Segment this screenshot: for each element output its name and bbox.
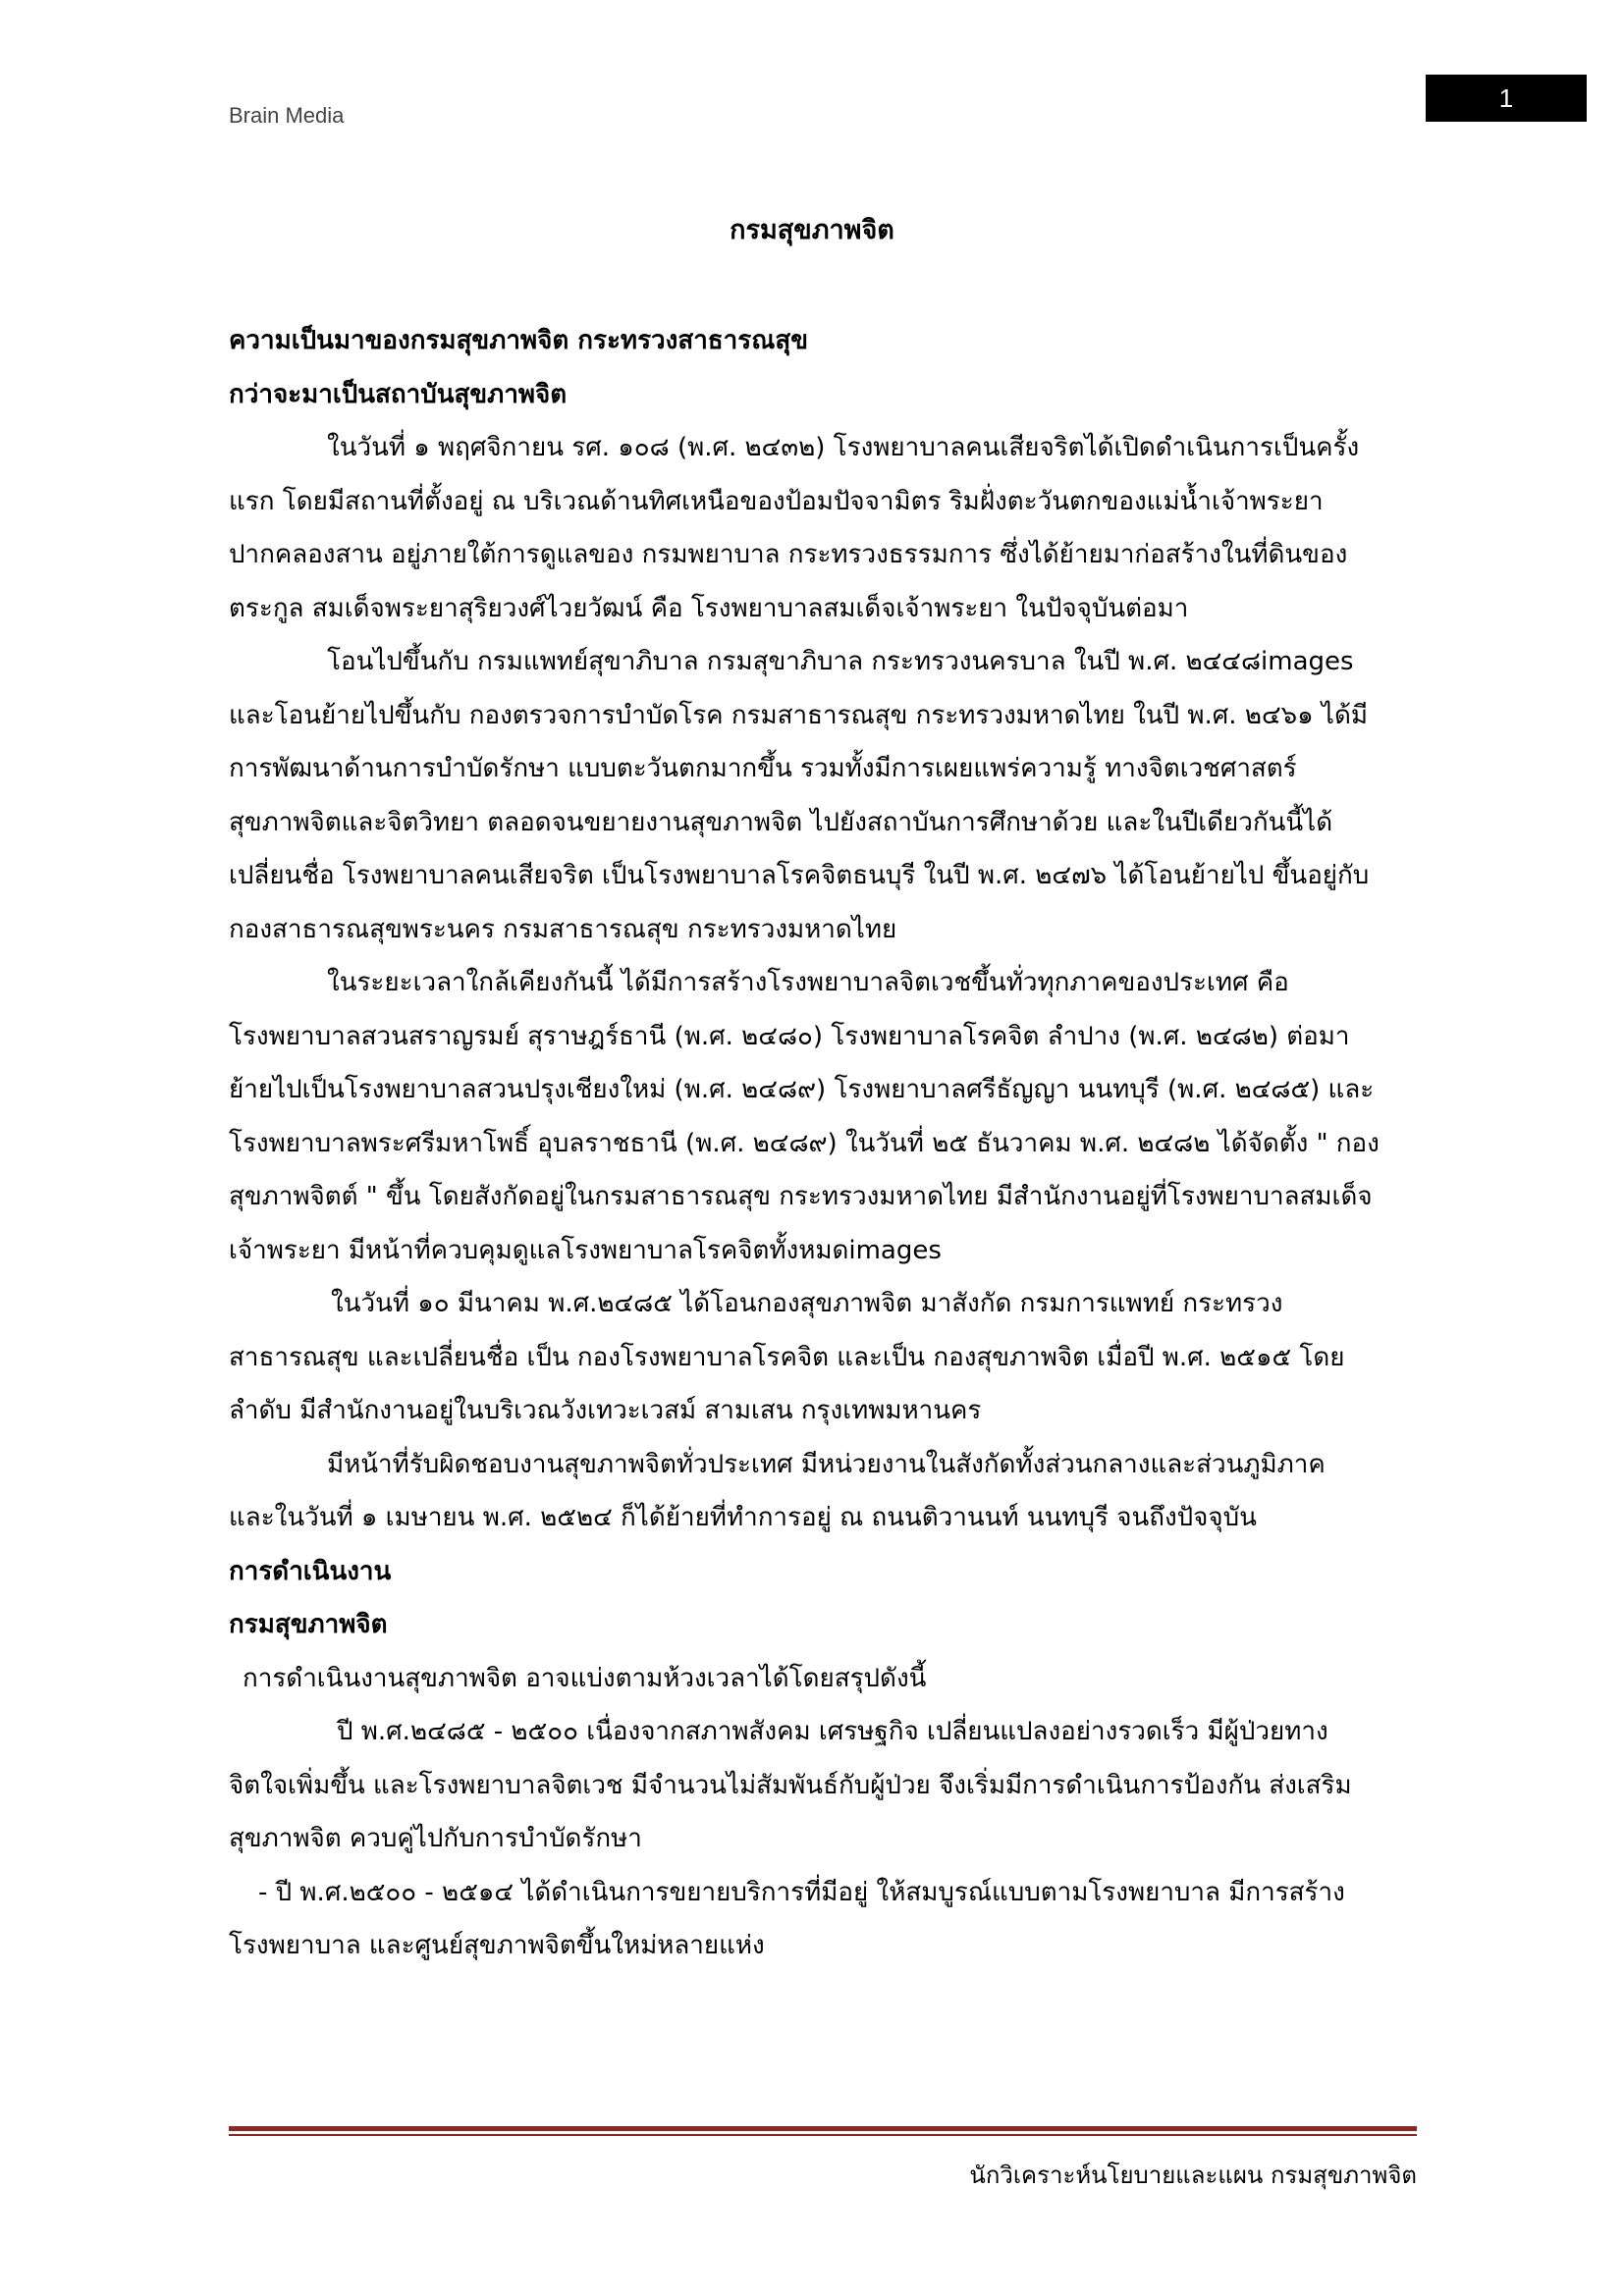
paragraph-line: จิตใจเพิ่มขึ้น และโรงพยาบาลจิตเวช มีจำนวนไม่สัมพันธ์กับผู้ป่วย จึงเริ่มมีการดำเนินการป้องกัน ส่งเสริม (229, 1770, 1352, 1800)
section-subheading: กว่าจะมาเป็นสถาบันสุขภาพจิต (229, 379, 568, 409)
paragraph-line: โรงพยาบาลพระศรีมหาโพธิ์ อุบลราชธานี (พ.ศ. ๒๔๘๙) ในวันที่ ๒๕ ธันวาคม พ.ศ. ๒๔๘๒ ได้จัดตั้ง " กอง (229, 1128, 1380, 1158)
footer-text: นักวิเคราะห์นโยบายและแผน กรมสุขภาพจิต (969, 2162, 1417, 2189)
paragraph-line: ปี พ.ศ.๒๔๘๕ - ๒๕๐๐ เนื่องจากสภาพสังคม เศรษฐกิจ เปลี่ยนแปลงอย่างรวดเร็ว มีผู้ป่วยทาง (337, 1717, 1328, 1746)
paragraph-line: โรงพยาบาลสวนสราญรมย์ สุราษฎร์ธานี (พ.ศ. ๒๔๘๐) โรงพยาบาลโรคจิต ลำปาง (พ.ศ. ๒๔๘๒) ต่อมา (229, 1021, 1350, 1051)
page-title: กรมสุขภาพจิต (730, 215, 894, 245)
header-brand: Brain Media (229, 103, 345, 128)
section-heading: ความเป็นมาของกรมสุขภาพจิต กระทรวงสาธารณสุข (229, 326, 808, 355)
paragraph-line: กองสาธารณสุขพระนคร กรมสาธารณสุข กระทรวงมหาดไทย (229, 914, 897, 944)
paragraph-line: - ปี พ.ศ.๒๕๐๐ - ๒๕๑๔ ได้ดำเนินการขยายบริการที่มีอยู่ ให้สมบูรณ์แบบตามโรงพยาบาล มีการสร้าง (258, 1877, 1345, 1907)
document-body (229, 314, 1417, 1973)
section-subheading: กรมสุขภาพจิต (229, 1610, 388, 1639)
paragraph-line: และโอนย้ายไปขึ้นกับ กองตรวจการบำบัดโรค กรมสาธารณสุข กระทรวงมหาดไทย ในปี พ.ศ. ๒๔๖๑ ได้มี (229, 700, 1369, 730)
paragraph-line: โอนไปขึ้นกับ กรมแพทย์สุขาภิบาล กรมสุขาภิบาล กระทรวงนครบาล ในปี พ.ศ. ๒๔๔๘images (327, 647, 1354, 676)
page-number: 1 (1426, 75, 1587, 122)
paragraph-line: ตระกูล สมเด็จพระยาสุริยวงศ์ไวยวัฒน์ คือ โรงพยาบาลสมเด็จเจ้าพระยา ในปัจจุบันต่อมา (229, 593, 1189, 623)
paragraph-line: และในวันที่ ๑ เมษายน พ.ศ. ๒๕๒๔ ก็ได้ย้ายที่ทำการอยู่ ณ ถนนติวานนท์ นนทบุรี จนถึงปัจจุบัน (229, 1503, 1257, 1532)
paragraph-line: สุขภาพจิต ควบคู่ไปกับการบำบัดรักษา (229, 1824, 642, 1853)
paragraph-line: เจ้าพระยา มีหน้าที่ควบคุมดูแลโรงพยาบาลโรคจิตทั้งหมดimages (229, 1235, 942, 1265)
paragraph-line: โรงพยาบาล และศูนย์สุขภาพจิตขึ้นใหม่หลายแห่ง (229, 1931, 765, 1960)
footer-divider (229, 2126, 1417, 2131)
paragraph-line: ปากคลองสาน อยู่ภายใต้การดูแลของ กรมพยาบาล กระทรวงธรรมการ ซึ่งได้ย้ายมาก่อสร้างในที่ดินของ (229, 540, 1348, 569)
paragraph-line: สุขภาพจิตและจิตวิทยา ตลอดจนขยายงานสุขภาพจิต ไปยังสถาบันการศึกษาด้วย และในปีเดียวกันนี้ได้ (229, 807, 1333, 837)
paragraph-line: มีหน้าที่รับผิดชอบงานสุขภาพจิตทั่วประเทศ มีหน่วยงานในสังกัดทั้งส่วนกลางและส่วนภูมิภาค (327, 1449, 1326, 1479)
paragraph-line: เปลี่ยนชื่อ โรงพยาบาลคนเสียจริต เป็นโรงพยาบาลโรคจิตธนบุรี ในปี พ.ศ. ๒๔๗๖ ได้โอนย้ายไป ขึ้นอยู่กับ (229, 861, 1370, 890)
paragraph-line: ย้ายไปเป็นโรงพยาบาลสวนปรุงเชียงใหม่ (พ.ศ. ๒๔๘๙) โรงพยาบาลศรีธัญญา นนทบุรี (พ.ศ. ๒๔๘๕) และ (229, 1075, 1375, 1104)
paragraph-line: ในวันที่ ๑๐ มีนาคม พ.ศ.๒๔๘๕ ได้โอนกองสุขภาพจิต มาสังกัด กรมการแพทย์ กระทรวง (331, 1289, 1283, 1318)
paragraph-line: การดำเนินงานสุขภาพจิต อาจแบ่งตามห้วงเวลาได้โดยสรุปดังนี้ (243, 1663, 927, 1693)
paragraph-line: ลำดับ มีสำนักงานอยู่ในบริเวณวังเทวะเวสม์ สามเสน กรุงเทพมหานคร (229, 1396, 982, 1425)
footer-divider (229, 2134, 1417, 2136)
paragraph-line: สาธารณสุข และเปลี่ยนชื่อ เป็น กองโรงพยาบาลโรคจิต และเป็น กองสุขภาพจิต เมื่อปี พ.ศ. ๒๕๑๕ โดย (229, 1342, 1345, 1372)
paragraph-line: สุขภาพจิตต์ " ขึ้น โดยสังกัดอยู่ในกรมสาธารณสุข กระทรวงมหาดไทย มีสำนักงานอยู่ที่โรงพยาบาลสมเด็จ (229, 1182, 1373, 1211)
paragraph-line: แรก โดยมีสถานที่ตั้งอยู่ ณ บริเวณด้านทิศเหนือของป้อมปัจจามิตร ริมฝั่งตะวันตกของแม่น้ำเจ้าพระยา (229, 486, 1324, 516)
paragraph-line: ในวันที่ ๑ พฤศจิกายน รศ. ๑๐๘ (พ.ศ. ๒๔๓๒) โรงพยาบาลคนเสียจริตได้เปิดดำเนินการเป็นครั้ง (327, 433, 1360, 462)
section-heading: การดำเนินงาน (229, 1556, 392, 1586)
paragraph-line: ในระยะเวลาใกล้เคียงกันนี้ ได้มีการสร้างโรงพยาบาลจิตเวชขึ้นทั่วทุกภาคของประเทศ คือ (327, 968, 1289, 997)
paragraph-line: การพัฒนาด้านการบำบัดรักษา แบบตะวันตกมากขึ้น รวมทั้งมีการเผยแพร่ความรู้ ทางจิตเวชศาสตร์ (229, 754, 1297, 783)
